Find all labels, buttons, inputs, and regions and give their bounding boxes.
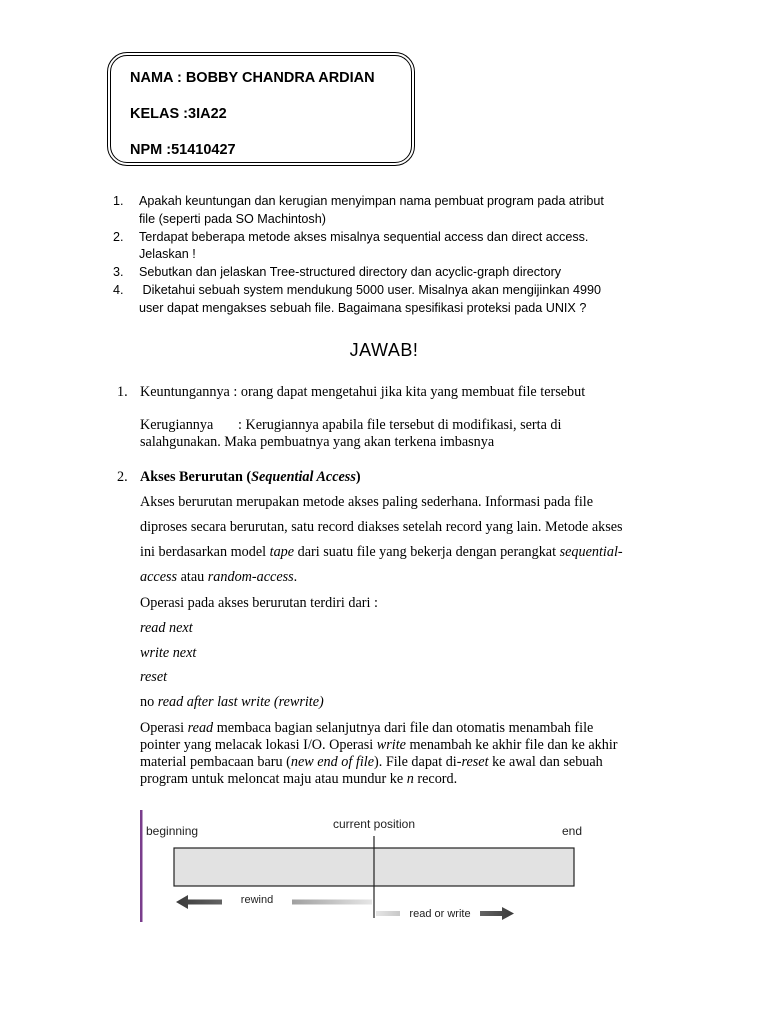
answer2-paragraph1-line: Akses berurutan merupakan metode akses paling sederhana. Informasi pada file	[140, 494, 594, 510]
answer2-paragraph2-line: material pembacaan baru (new end of file). File dapat di-reset ke awal dan sebuah	[140, 754, 603, 770]
answer1-disadvantage-text-cont: salahgunakan. Maka pembuatnya yang akan terkena imbasnya	[140, 434, 495, 450]
answer2-heading: Akses Berurutan (Sequential Access)	[140, 469, 361, 485]
question-item: 4. Diketahui sebuah system mendukung 5000 user. Misalnya akan mengijinkan 4990 user dapat mengakses sebuah file. Bagaimana spesifikasi proteksi pada UNIX ?	[113, 282, 602, 315]
student-name: NAMA : BOBBY CHANDRA ARDIAN	[130, 70, 375, 86]
sequential-access-diagram	[140, 808, 590, 924]
end-label: end	[562, 824, 583, 838]
answer-number: 2.	[117, 469, 128, 485]
question-list	[113, 193, 673, 318]
answer2-paragraph1-line: ini berdasarkan model tape dari suatu file yang bekerja dengan perangkat sequential-	[140, 544, 623, 560]
answer-title: JAWAB!	[349, 340, 419, 360]
operations-intro: Operasi pada akses berurutan terdiri dari :	[140, 595, 378, 611]
beginning-label: beginning	[146, 824, 199, 838]
operation-item: no read after last write (rewrite)	[140, 694, 324, 710]
answer2-paragraph2-line: pointer yang melacak lokasi I/O. Operasi write menambah ke akhir file dan ke akhir	[140, 737, 618, 753]
answer-number: 1.	[117, 384, 128, 400]
answer1-advantage: Keuntungannya : orang dapat mengetahui jika kita yang membuat file tersebut	[140, 384, 586, 400]
operation-item: read next	[140, 620, 193, 636]
answer2-paragraph2-line: program untuk meloncat maju atau mundur ke n record.	[140, 771, 458, 787]
student-npm: NPM :51410427	[130, 142, 236, 158]
accent-bar	[140, 810, 143, 922]
operation-item: reset	[140, 669, 168, 685]
question-item: 2. Terdapat beberapa metode akses misalnya sequential access dan direct access. Jelaskan !	[113, 229, 589, 262]
answer2-paragraph2-line: Operasi read membaca bagian selanjutnya dari file dan otomatis menambah file	[140, 720, 594, 736]
answer1-disadvantage-label: Kerugiannya	[140, 417, 214, 433]
answer1-disadvantage-text: : Kerugiannya apabila file tersebut di modifikasi, serta di	[238, 417, 562, 433]
student-class: KELAS :3IA22	[130, 106, 227, 122]
answer2-paragraph1-line: access atau random-access.	[140, 569, 298, 585]
current-position-label: current position	[332, 817, 416, 831]
question-item: 3. Sebutkan dan jelaskan Tree-structured directory dan acyclic-graph directory	[113, 265, 562, 280]
read-or-write-label: read or write	[409, 908, 471, 920]
operation-item: write next	[140, 645, 197, 661]
question-item: 1. Apakah keuntungan dan kerugian menyimpan nama pembuat program pada atribut file (seperti pada SO Machintosh)	[113, 194, 604, 226]
answer2-paragraph1-line: diproses secara berurutan, satu record diakses setelah record yang lain. Metode akses	[140, 519, 623, 535]
rewind-label: rewind	[240, 894, 274, 906]
